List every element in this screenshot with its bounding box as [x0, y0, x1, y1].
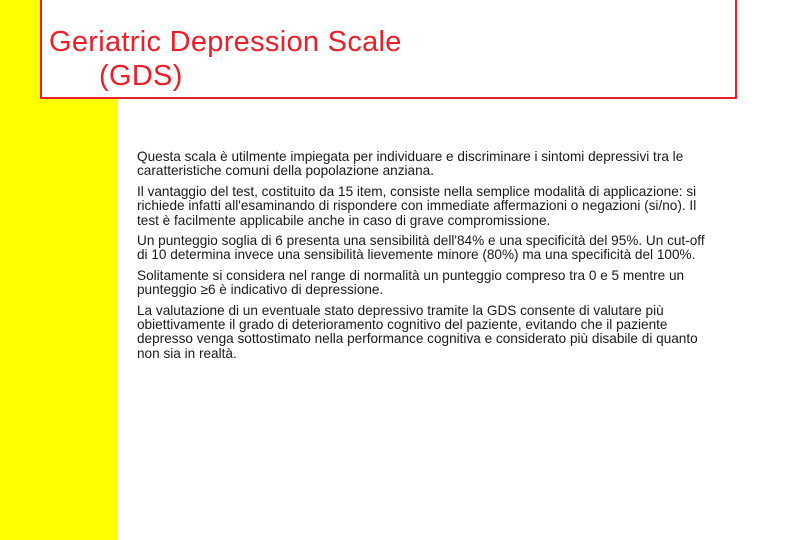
- paragraph-advantage: Il vantaggio del test, costituito da 15 item, consiste nella semplice modalità di applicazione: si richiede infatti all'esaminando di rispondere con immediate affermazioni o negazioni (si/no). Il test è facilmente applicabile anche in caso di grave compromissione.: [137, 183, 697, 228]
- body-text: [137, 150, 712, 367]
- paragraph-evaluation: La valutazione di un eventuale stato depressivo tramite la GDS consente di valutare più obiettivamente il grado di deterioramento cognitivo del paziente, evitando che il paziente depresso venga sottostimato nella performance cognitiva e considerato più disabile di quanto non sia in realtà.: [137, 302, 698, 361]
- paragraph-normal-range: Solitamente si considera nel range di normalità un punteggio compreso tra 0 e 5 mentre un punteggio ≥6 è indicativo di depressione.: [137, 267, 685, 298]
- title-line-2: (GDS): [99, 60, 183, 92]
- paragraph-intro: Questa scala è utilmente impiegata per individuare e discriminare i sintomi depressivi tra le caratteristiche comuni della popolazione anziana.: [137, 149, 684, 179]
- slide-title: [49, 25, 402, 93]
- paragraph-threshold: Un punteggio soglia di 6 presenta una sensibilità dell'84% e una specificità del 95%. Un cut-off di 10 determina invece una sensibilità lievemente minore (80%) ma una specificità del 100%.: [137, 233, 705, 263]
- title-line-1: Geriatric Depression Scale: [49, 26, 402, 58]
